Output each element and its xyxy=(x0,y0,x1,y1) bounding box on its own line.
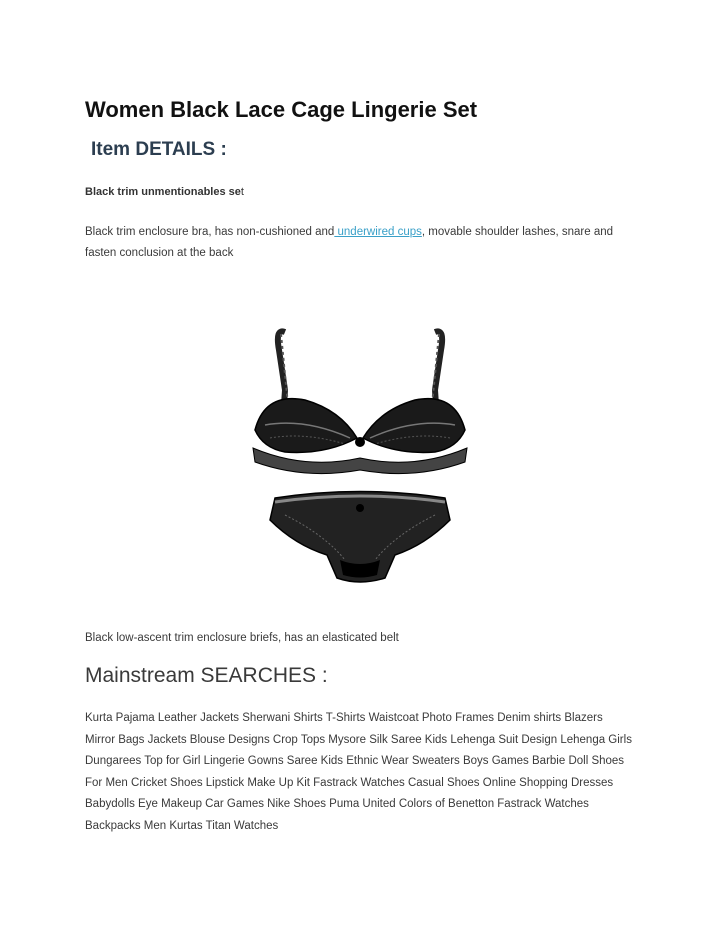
description-text-end: , movable shoulder lashes, snare and fasten conclusion at the back xyxy=(85,226,614,259)
briefs-caption: Black low-ascent trim enclosure briefs, has an elasticated belt xyxy=(85,632,399,644)
bra-description xyxy=(85,222,635,264)
item-details-heading: Item DETAILS : xyxy=(91,139,227,160)
left-cup xyxy=(255,399,357,453)
description-text-start: Black trim enclosure bra, has non-cushioned and xyxy=(85,226,335,238)
lead-line xyxy=(85,186,244,198)
lingerie-set-image xyxy=(245,320,475,595)
lead-tail-text: t xyxy=(240,186,244,198)
searches-heading: Mainstream SEARCHES : xyxy=(85,664,328,687)
page-title: Women Black Lace Cage Lingerie Set xyxy=(85,97,478,122)
right-cup xyxy=(363,399,465,453)
underwired-cups-link[interactable]: underwired cups xyxy=(334,226,422,238)
searches-text: Kurta Pajama Leather Jackets Sherwani Shirts T-Shirts Waistcoat Photo Frames Denim shirts Blazers Mirror Bags Jackets Blouse Designs Crop Tops Mysore Silk Saree Kids Lehenga Suit Design Lehenga Girls Dungarees Top for Girl Lingerie Gowns Saree Kids Ethnic Wear Sweaters Boys Games Barbie Doll Shoes For Men Cricket Shoes Lipstick Make Up Kit Fastrack Watches Casual Shoes Online Shopping Dresses Babydolls Eye Makeup Car Games Nike Shoes Puma United Colors of Benetton Fastrack Watches Backpacks Men Kurtas Titan Watches xyxy=(85,712,632,832)
lead-bold-text: Black trim unmentionables se xyxy=(85,186,241,198)
